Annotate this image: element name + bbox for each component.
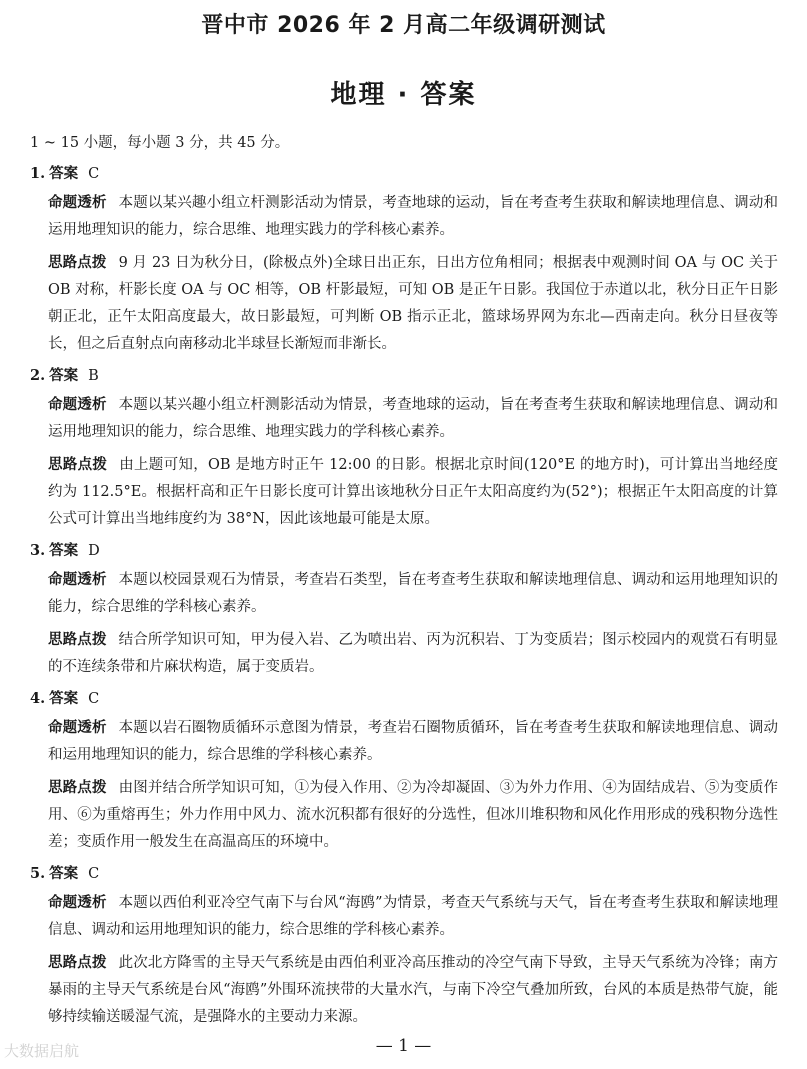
answer-value: B [88,368,99,384]
hint-label: 思路点拨 [48,955,107,971]
question-number: 2. [30,367,46,384]
hint-label: 思路点拨 [48,457,108,473]
answer-label: 答案 [49,866,79,882]
hint-paragraph [48,250,778,358]
answer-content [30,130,778,1035]
question-5 [30,860,778,1031]
hint-text: 由上题可知，OB 是地方时正午 12:00 的日影。根据北京时间(120°E 的地方时)，可计算出当地经度约为 112.5°E。根据杆高和正午日影长度可计算出该地秋分日正午太阳高度约为(52°)；根据正午太阳高度的计算公式可计算出当地纬度约为 38°N，因此该地最可能是太原。 [48,457,778,527]
hint-paragraph [48,950,778,1031]
analysis-paragraph [48,567,778,621]
question-number: 1. [30,165,46,182]
answer-label: 答案 [49,543,79,559]
answer-label: 答案 [49,368,79,384]
page-title: 晋中市 2026 年 2 月高二年级调研测试 [201,13,606,38]
question-header [30,860,778,888]
analysis-text: 本题以某兴趣小组立杆测影活动为情景，考查地球的运动，旨在考查考生获取和解读地理信息、调动和运用地理知识的能力，综合思维、地理实践力的学科核心素养。 [48,195,778,238]
answer-value: C [88,166,100,182]
analysis-text: 本题以校园景观石为情景，考查岩石类型，旨在考查考生获取和解读地理信息、调动和运用地理知识的能力，综合思维的学科核心素养。 [48,572,778,615]
question-header [30,685,778,713]
hint-label: 思路点拨 [48,780,107,796]
analysis-label: 命题透析 [48,895,107,911]
answer-label: 答案 [49,166,79,182]
analysis-paragraph [48,890,778,944]
hint-label: 思路点拨 [48,632,107,648]
answer-value: C [88,866,100,882]
analysis-label: 命题透析 [48,195,107,211]
page-number: — 1 — [375,1036,432,1056]
analysis-paragraph [48,190,778,244]
hint-paragraph [48,775,778,856]
question-number: 5. [30,865,46,882]
analysis-text: 本题以岩石圈物质循环示意图为情景，考查岩石圈物质循环，旨在考查考生获取和解读地理信息、调动和运用地理知识的能力，综合思维的学科核心素养。 [48,720,778,763]
analysis-text: 本题以西伯利亚冷空气南下与台风“海鸥”为情景，考查天气系统与天气，旨在考查考生获取和解读地理信息、调动和运用地理知识的能力，综合思维的学科核心素养。 [48,895,779,938]
analysis-label: 命题透析 [48,572,107,588]
watermark: 大数据启航 [4,1042,80,1060]
scoring-intro: 1 ~ 15 小题，每小题 3 分，共 45 分。 [30,135,290,151]
analysis-paragraph [48,392,778,446]
hint-text: 此次北方降雪的主导天气系统是由西伯利亚冷高压推动的冷空气南下导致，主导天气系统为冷锋；南方暴雨的主导天气系统是台风“海鸥”外围环流挟带的大量水汽，与南下冷空气叠加所致，台风的本质是热带气旋，能够持续输送暖湿气流，是强降水的主要动力来源。 [48,955,778,1025]
hint-paragraph [48,627,778,681]
question-1 [30,160,778,358]
hint-paragraph [48,452,778,533]
analysis-text: 本题以某兴趣小组立杆测影活动为情景，考查地球的运动，旨在考查考生获取和解读地理信息、调动和运用地理知识的能力，综合思维、地理实践力的学科核心素养。 [48,397,778,440]
answer-label: 答案 [49,691,79,707]
hint-text: 由图并结合所学知识可知，①为侵入作用、②为冷却凝固、③为外力作用、④为固结成岩、⑤为变质作用、⑥为重熔再生；外力作用中风力、流水沉积都有很好的分选性，但冰川堆积物和风化作用形成的残积物分选性差；变质作用一般发生在高温高压的环境中。 [48,780,778,850]
hint-text: 结合所学知识可知，甲为侵入岩、乙为喷出岩、丙为沉积岩、丁为变质岩；图示校园内的观赏石有明显的不连续条带和片麻状构造，属于变质岩。 [48,632,778,675]
question-number: 3. [30,542,46,559]
question-number: 4. [30,690,46,707]
page-subtitle: 地理 · 答案 [330,80,477,110]
analysis-label: 命题透析 [48,720,107,736]
question-header [30,537,778,565]
analysis-label: 命题透析 [48,397,107,413]
question-2 [30,362,778,533]
answer-value: D [88,543,100,559]
question-4 [30,685,778,856]
analysis-paragraph [48,715,778,769]
question-header [30,362,778,390]
hint-text: 9 月 23 日为秋分日，(除极点外)全球日出正东，日出方位角相同；根据表中观测时间 OA 与 OC 关于 OB 对称，杆影长度 OA 与 OC 相等，OB 杆影最短，可知 OB 是正午日影。我国位于赤道以北，秋分日正午日影朝正北，正午太阳高度最大，故日影最短，可判断 OB 指示正北，篮球场界网为东北—西南走向。秋分日昼夜等长，但之后直射点向南移动北半球昼长渐短而非渐长。 [48,255,779,352]
answer-value: C [88,691,100,707]
hint-label: 思路点拨 [48,255,107,271]
question-header [30,160,778,188]
question-3 [30,537,778,681]
